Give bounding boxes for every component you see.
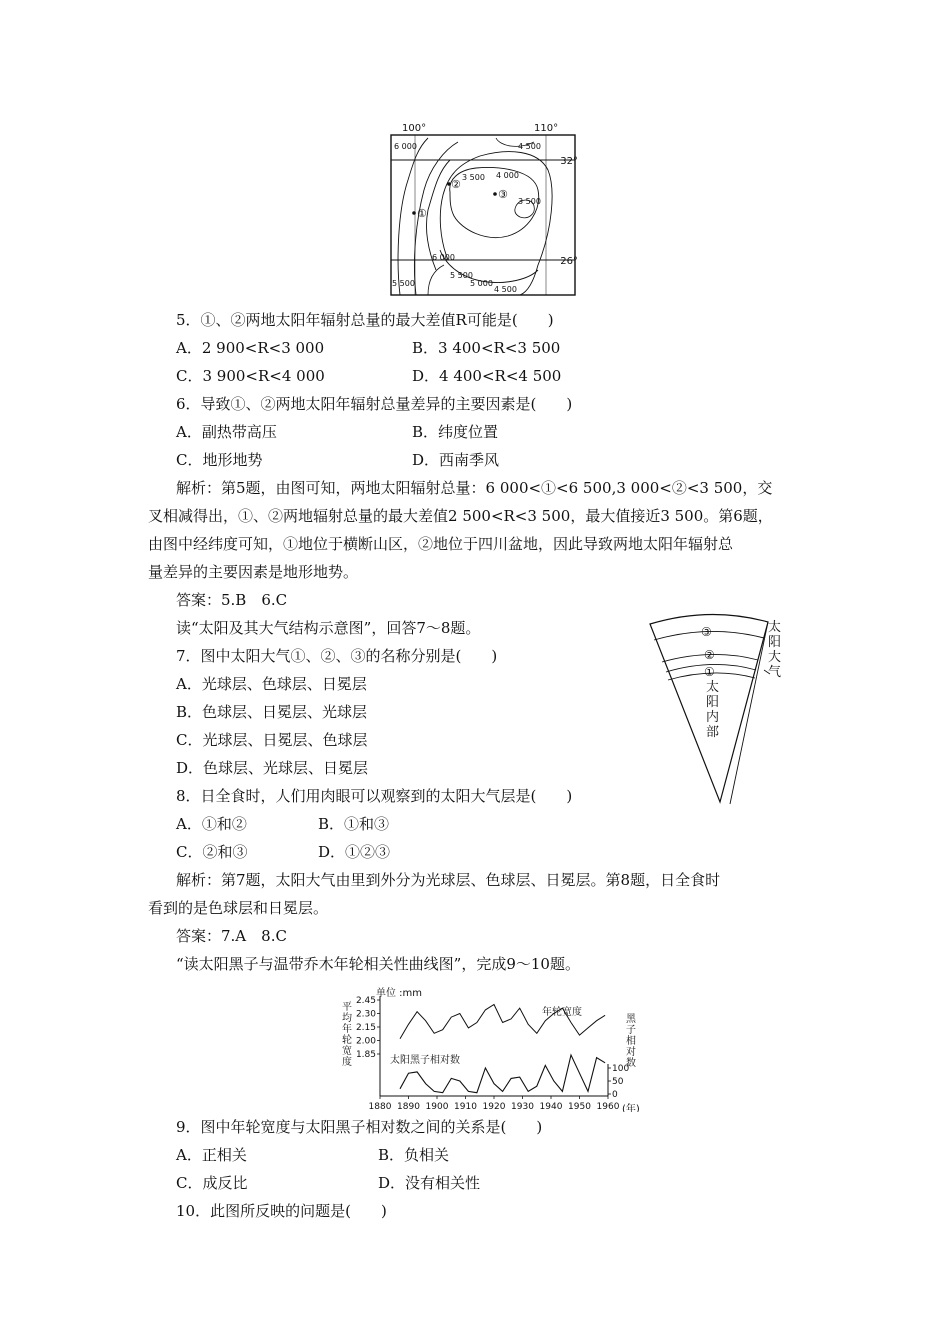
q6-option-c: C．地形地势	[176, 451, 263, 469]
x-tick-label: 1910	[454, 1102, 477, 1112]
answer-line: 答案：5.B 6.C	[176, 591, 288, 609]
q8-option-b: B．①和③	[318, 815, 390, 833]
series-label-ring: 年轮宽度	[542, 1007, 582, 1018]
contour-label: 6 000	[394, 142, 417, 151]
radiation-contour-map	[388, 120, 578, 298]
q10-stem: 10．此图所反映的问题是( )	[176, 1202, 387, 1220]
intro-9-10: “读太阳黑子与温带乔木年轮相关性曲线图”，完成9～10题。	[176, 955, 580, 973]
q9-option-a: A．正相关	[176, 1146, 247, 1164]
q9-option-d: D．没有相关性	[378, 1174, 481, 1192]
contour-label: 3 500	[462, 173, 485, 182]
q7-option-b: B．色球层、日冕层、光球层	[176, 703, 368, 721]
q8-option-a: A．①和②	[176, 815, 247, 833]
q7-option-a: A．光球层、色球层、日冕层	[176, 675, 367, 693]
y-right-tick-label: 0	[612, 1090, 618, 1100]
q8-option-c: C．②和③	[176, 843, 248, 861]
x-tick-label: 1880	[368, 1102, 392, 1112]
x-axis-label: (年)	[622, 1104, 640, 1112]
q9-option-c: C．成反比	[176, 1174, 248, 1192]
y-right-axis-label: 黑子相对数	[626, 1014, 636, 1069]
q9-option-b: B．负相关	[378, 1146, 450, 1164]
lat-label: 26°	[560, 256, 578, 267]
q6-option-b: B．纬度位置	[412, 423, 499, 441]
y-left-tick-label: 2.15	[355, 1023, 376, 1033]
point-label: ③	[498, 188, 508, 201]
y-left-tick-label: 2.30	[355, 1009, 376, 1020]
q7-stem: 7．图中太阳大气①、②、③的名称分别是( )	[176, 647, 498, 665]
sun-atmosphere-label: 太阳大气	[768, 620, 782, 680]
analysis-line: 叉相减得出，①、②两地辐射总量的最大差值2 500<R<3 500，最大值接近3 500。第6题，	[148, 507, 773, 525]
x-tick-label: 1960	[596, 1102, 620, 1112]
q5-option-b: B．3 400<R<3 500	[412, 339, 561, 357]
point-dot	[412, 211, 416, 215]
q8-stem: 8．日全食时，人们用肉眼可以观察到的太阳大气层是( )	[176, 787, 573, 805]
lon-label: 110°	[534, 123, 559, 134]
x-tick-label: 1900	[425, 1102, 449, 1112]
layer-label: ①	[704, 665, 715, 679]
analysis-line: 量差异的主要因素是地形地势。	[148, 563, 359, 581]
q5-option-a: A．2 900<R<3 000	[176, 339, 325, 357]
analysis-line: 解析：第7题，太阳大气由里到外分为光球层、色球层、日冕层。第8题，日全食时	[176, 871, 721, 889]
sun-interior-label: 太阳内部	[706, 680, 720, 740]
intro-7-8: 读“太阳及其大气结构示意图”，回答7～8题。	[176, 619, 481, 637]
lat-label: 32°	[560, 156, 578, 167]
sunspot-tree-ring-chart	[340, 984, 640, 1112]
q8-option-d: D．①②③	[318, 843, 391, 861]
x-tick-label: 1950	[568, 1102, 591, 1112]
y-left-axis-label: 平均年轮宽度	[342, 1002, 352, 1068]
contour-label: 5 000	[470, 279, 493, 288]
point-label: ①	[417, 207, 427, 220]
y-left-tick-label: 2.00	[355, 1036, 376, 1047]
contour-label: 4 500	[518, 142, 541, 151]
contour-label: 3 500	[518, 197, 541, 206]
radius-line	[730, 622, 768, 804]
x-tick-label: 1920	[482, 1102, 506, 1112]
point-label: ②	[451, 178, 461, 191]
q5-option-c: C．3 900<R<4 000	[176, 367, 325, 385]
q5-stem: 5．①、②两地太阳年辐射总量的最大差值R可能是( )	[176, 311, 554, 329]
q6-stem: 6．导致①、②两地太阳年辐射总量差异的主要因素是( )	[176, 395, 573, 413]
analysis-line: 解析：第5题，由图可知，两地太阳辐射总量：6 000<①<6 500,3 000<②<3 500，交	[176, 479, 773, 497]
contour-map-svg	[388, 120, 578, 298]
contour-label: 5 500	[450, 271, 473, 280]
q6-option-d: D．西南季风	[412, 451, 500, 469]
layer-label: ③	[701, 625, 712, 639]
q7-option-d: D．色球层、光球层、日冕层	[176, 759, 369, 777]
answer-line: 答案：7.A 8.C	[176, 927, 287, 945]
x-tick-label: 1930	[511, 1102, 534, 1112]
contour-label: 6 000	[432, 253, 455, 262]
q6-option-a: A．副热带高压	[176, 423, 277, 441]
x-tick-label: 1890	[397, 1102, 420, 1112]
x-tick-label: 1940	[539, 1102, 563, 1112]
q5-option-d: D．4 400<R<4 500	[412, 367, 562, 385]
series-label-sunspot: 太阳黑子相对数	[390, 1055, 460, 1066]
q7-option-c: C．光球层、日冕层、色球层	[176, 731, 368, 749]
layer-label: ②	[704, 648, 715, 662]
sun-structure-diagram	[640, 612, 790, 808]
y-right-tick-label: 50	[612, 1077, 624, 1087]
y-left-tick-label: 2.45	[355, 996, 376, 1006]
chart-svg	[340, 984, 640, 1112]
y-left-tick-label: 1.85	[355, 1050, 376, 1060]
contour-label: 4 000	[496, 171, 519, 180]
q9-stem: 9．图中年轮宽度与太阳黑子相对数之间的关系是( )	[176, 1118, 543, 1136]
point-dot	[493, 192, 497, 196]
contour-label: 4 500	[494, 285, 517, 294]
analysis-line: 看到的是色球层和日冕层。	[148, 899, 329, 917]
lon-label: 100°	[402, 123, 427, 134]
analysis-line: 由图中经纬度可知，①地位于横断山区，②地位于四川盆地，因此导致两地太阳年辐射总	[148, 535, 734, 553]
contour-label: 5 500	[392, 279, 415, 288]
chart-unit-label: 单位 :mm	[376, 988, 423, 999]
y-right-tick-label: 100	[612, 1064, 630, 1074]
